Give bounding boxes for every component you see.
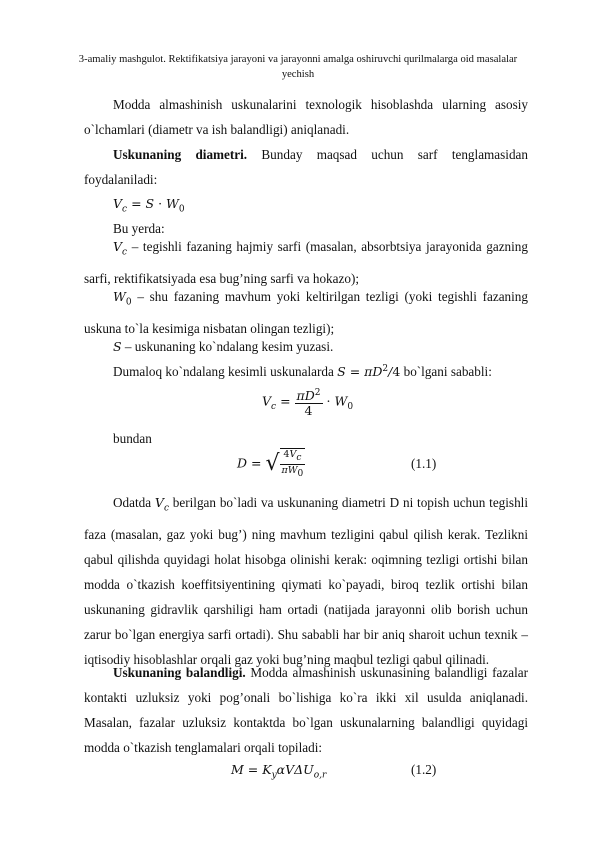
equation-number-1-1: (1.1): [411, 456, 437, 471]
height-text: Modda almashinish uskunasining balandligi fazalar kontakti uzluksiz yoki pog’onali bo`lishiga ko`ra ikki xil usulda aniqlanadi. Masalan, fazalar uzluksiz kontaktda bo`lgan uskunalarning balandligi quyidagi modda o`tkazish tenglamalari orqali topiladi:: [84, 665, 528, 755]
diameter-text: Bunday maqsad uchun sarf tenglamasidan foydalaniladi:: [84, 147, 528, 187]
paragraph-height: [84, 660, 528, 760]
definition-vc: $V_c$ – tegishli fazaning hajmiy sarfi (masalan, absorbtsiya jarayonida gazning sarfi, rektifikatsiyada esa bug’ning sarfi va hokazo);: [84, 239, 528, 286]
paragraph-round-section: Dumaloq ko`ndalang kesimli uskunalarda $S = \pi D^2/4$ bo`lgani sababli:: [113, 364, 492, 380]
paragraph-odatda: Odatda $V_c$ berilgan bo`ladi va uskunaning diametri D ni topish uchun tegishli faza (masalan, gaz yoki bug’) ning mavhum tezligini qabul qilish kerak. Tezlikni qabul qilishda quyidagi holat hisobga olinishi kerak: oqimning tezligi ortishi bilan modda o`tkazish koeffitsiyentining qiymati ko`payadi, biroq tezlik ortishi bilan uskunaning gidravlik qarshiligi ham ortadi (natijada jarayonni olib borish uchun zarur bo`lgan energiya sarfi ortadi). Shu sababli har bir aniq sharoit uchun texnik – iqtisodiy hisoblashlar orqali gaz yoki bug’ning maqbul tezligi qabul qilinadi.: [84, 495, 528, 667]
equation-diameter: D = √ $\frac{4V_c}{\pi W_0}$: [237, 449, 304, 479]
height-heading: Uskunaning balandligi.: [113, 665, 246, 680]
bundan-label: bundan: [113, 431, 152, 446]
equation-mass-transfer: $M = K_y\alpha V\Delta U_{o‚r}$: [231, 762, 327, 781]
bu-yerda-label: Bu yerda:: [113, 221, 165, 236]
header-line-2: yechish: [281, 69, 315, 80]
definition-w0-text: – shu fazaning mavhum yoki keltirilgan tezligi (yoki tegishli fazaning uskuna to`la kesimiga nisbatan olingan tezligi);: [84, 289, 528, 336]
definition-w0: $W_0$ – shu fazaning mavhum yoki keltirilgan tezligi (yoki tegishli fazaning uskuna to`la kesimiga nisbatan olingan tezligi);: [84, 289, 528, 336]
equation-flow-rate: $V_c = S \cdot W_0$: [113, 196, 185, 215]
definition-s-text: – uskunaning ko`ndalang kesim yuzasi.: [121, 339, 334, 354]
definition-s: S – uskunaning ko`ndalang kesim yuzasi.: [113, 339, 334, 354]
diameter-heading: Uskunaning diametri.: [113, 147, 248, 162]
header-line-1: 3-amaliy mashgulot. Rektifikatsiya jarayoni va jarayonni amalga oshiruvchi qurilmalarga oid masalalar: [78, 54, 518, 65]
equation-number-1-2: (1.2): [411, 762, 437, 777]
paragraph-intro: Modda almashinish uskunalarini texnologik hisoblashda ularning asosiy o`lchamlari (diametr va ish balandligi) aniqlanadi.: [84, 97, 528, 137]
odatda-text-a: Odatda: [113, 495, 155, 510]
page-header: [70, 52, 526, 82]
definition-vc-text: – tegishli fazaning hajmiy sarfi (masalan, absorbtsiya jarayonida gazning sarfi, rektifikatsiyada esa bug’ning sarfi va hokazo);: [84, 239, 528, 286]
round-text-a: Dumaloq ko`ndalang kesimli uskunalarda: [113, 364, 338, 380]
odatda-text-b: berilgan bo`ladi va uskunaning diametri D ni topish uchun tegishli faza (masalan, gaz yoki bug’) ning mavhum tezligini qabul qilish kerak. Tezlikni qabul qilishda quyidagi holat hisobga olinishi kerak: oqimning tezligi ortishi bilan modda o`tkazish koeffitsiyentining qiymati ko`payadi, biroq tezlik ortishi bilan uskunaning gidravlik qarshiligi ham ortadi (natijada jarayonni olib borish uchun zarur bo`lgan energiya sarfi ortadi). Shu sababli har bir aniq sharoit uchun texnik – iqtisodiy hisoblashlar orqali gaz yoki bug’ning maqbul tezligi qabul qilinadi.: [84, 495, 528, 667]
paragraph-diameter: [84, 142, 528, 192]
round-text-b: bo`lgani sababli:: [400, 364, 492, 380]
equation-vc-circular: $V_c$ = $\frac{\pi D^2}{4}$ · $W_0$: [262, 388, 354, 419]
